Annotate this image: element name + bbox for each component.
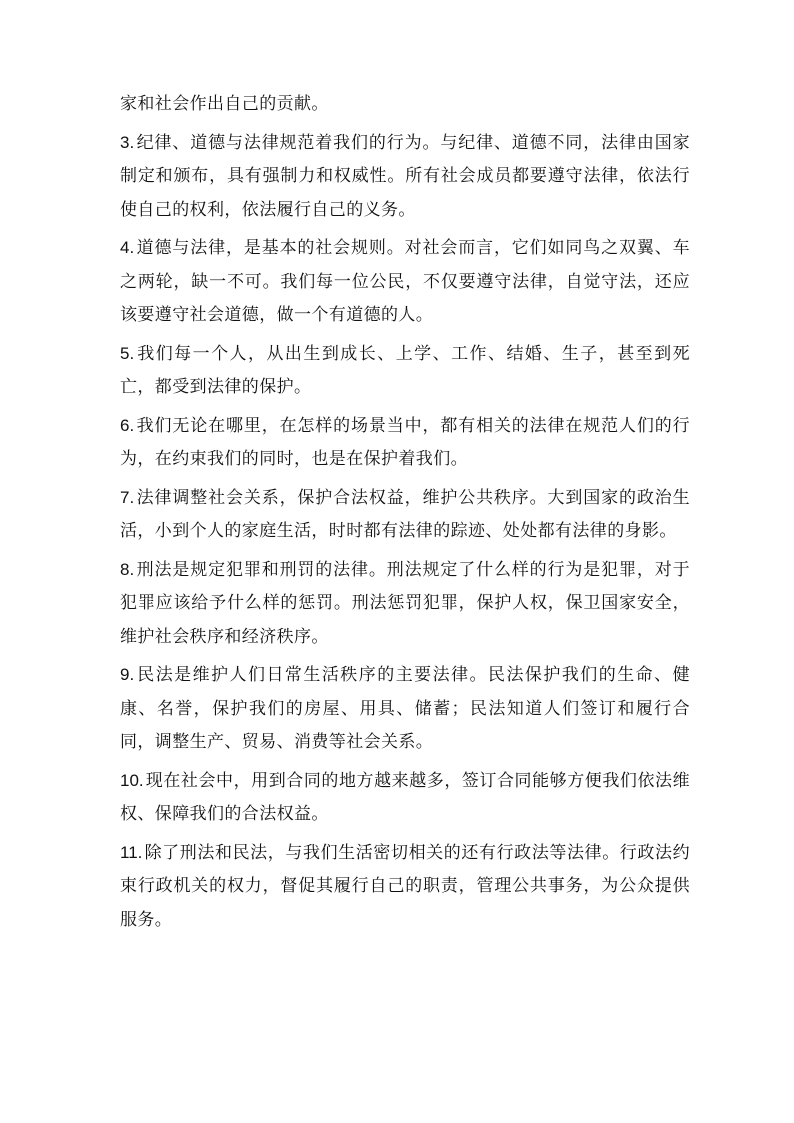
document-body [120, 88, 690, 937]
paragraph-number: 9. [120, 665, 135, 684]
paragraph-text: 家和社会作出自己的贡献。 [120, 94, 329, 114]
paragraph-number: 8. [120, 559, 135, 579]
paragraph-11 [120, 836, 690, 938]
paragraph-text: 刑法是规定犯罪和刑罚的法律。刑法规定了什么样的行为是犯罪，对于犯罪应该给予什么样的惩罚。刑法惩罚犯罪，保护人权，保卫国家安全，维护社会秩序和经济秩序。 [120, 559, 690, 647]
paragraph-number: 11. [120, 842, 143, 862]
paragraph-3 [120, 126, 690, 228]
paragraph-6 [120, 409, 690, 477]
paragraph-number: 10. [120, 770, 144, 790]
paragraph-text: 道德与法律，是基本的社会规则。对社会而言，它们如同鸟之双翼、车之两轮，缺一不可。我们每一位公民，不仅要遵守法律，自觉守法，还应该要遵守社会道德，做一个有道德的人。 [120, 238, 690, 325]
paragraph-number: 4. [120, 238, 135, 257]
paragraph-10 [120, 764, 690, 832]
paragraph-text: 纪律、道德与法律规范着我们的行为。与纪律、道德不同，法律由国家制定和颁布，具有强制力和权威性。所有社会成员都要遵守法律，依法行使自己的权利，依法履行自己的义务。 [120, 132, 690, 220]
paragraph-number: 5. [120, 343, 135, 363]
paragraph-number: 3. [120, 132, 135, 152]
paragraph-8 [120, 553, 690, 655]
paragraph-text: 除了刑法和民法，与我们生活密切相关的还有行政法等法律。行政法约束行政机关的权力，督促其履行自己的职责，管理公共事务，为公众提供服务。 [120, 842, 690, 930]
paragraph-number: 7. [120, 487, 135, 507]
paragraph-text: 我们每一个人，从出生到成长、上学、工作、结婚、生子，甚至到死亡，都受到法律的保护。 [120, 343, 690, 397]
paragraph-5 [120, 337, 690, 405]
paragraph-text: 我们无论在哪里，在怎样的场景当中，都有相关的法律在规范人们的行为，在约束我们的同时，也是在保护着我们。 [120, 415, 690, 469]
paragraph-4 [120, 231, 690, 333]
paragraph-9 [120, 658, 690, 760]
paragraph-text: 现在社会中，用到合同的地方越来越多，签订合同能够方便我们依法维权、保障我们的合法权益。 [120, 770, 690, 824]
paragraph-text: 法律调整社会关系，保护合法权益，维护公共秩序。大到国家的政治生活，小到个人的家庭生活，时时都有法律的踪迹、处处都有法律的身影。 [120, 487, 690, 541]
paragraph-number: 6. [120, 415, 135, 435]
paragraph-7 [120, 481, 690, 549]
paragraph-continuation [120, 88, 690, 122]
paragraph-text: 民法是维护人们日常生活秩序的主要法律。民法保护我们的生命、健康、名誉，保护我们的房屋、用具、储蓄；民法知道人们签订和履行合同，调整生产、贸易、消费等社会关系。 [120, 665, 690, 752]
